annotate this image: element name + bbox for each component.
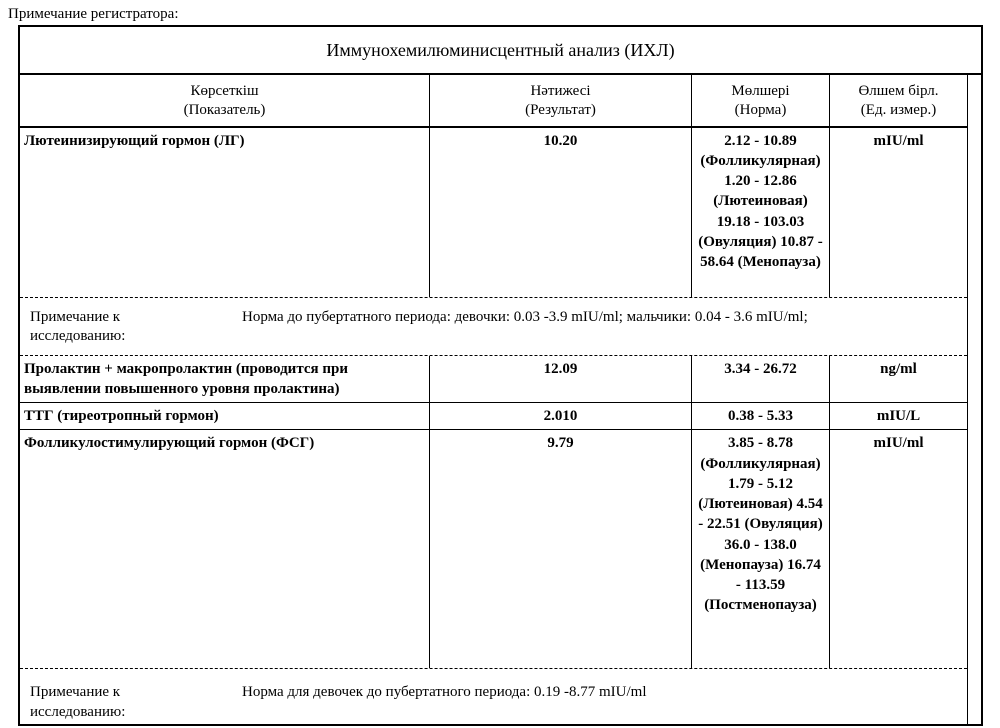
table-body xyxy=(20,75,968,726)
table-row xyxy=(20,128,967,297)
registrar-note-label: Примечание регистратора: xyxy=(8,6,179,22)
table-row xyxy=(20,356,967,404)
row-indicator: Пролактин + макропролактин (проводится при выявлении повышенного уровня пролактина) xyxy=(20,356,430,403)
column-header-norm xyxy=(692,75,830,126)
column-header-result-kk: Нәтижесі xyxy=(530,83,591,99)
row-indicator: Лютеинизирующий гормон (ЛГ) xyxy=(20,128,430,297)
row-unit: mIU/ml xyxy=(873,435,924,452)
lab-report-table xyxy=(18,25,983,726)
note-label-text: Примечание к исследованию: xyxy=(30,308,126,344)
column-header-norm-ru: (Норма) xyxy=(734,101,787,118)
column-header-result xyxy=(430,75,692,126)
row-norm: 3.34 - 26.72 xyxy=(692,356,830,403)
column-header-unit-ru: (Ед. измер.) xyxy=(860,101,937,118)
table-header-row xyxy=(20,75,967,128)
column-header-indicator-kk: Көрсеткіш xyxy=(190,83,259,99)
note-row xyxy=(20,297,967,356)
table-row xyxy=(20,430,967,668)
row-unit: mIU/ml xyxy=(873,132,924,149)
row-norm: 0.38 - 5.33 xyxy=(692,403,830,429)
column-header-unit xyxy=(830,75,967,126)
note-label xyxy=(20,683,242,722)
note-row xyxy=(20,668,967,726)
column-header-indicator xyxy=(20,75,430,126)
row-result: 10.20 xyxy=(430,128,692,297)
row-norm: 3.85 - 8.78 (Фолликулярная) 1.79 - 5.12 (Лютеиновая) 4.54 - 22.51 (Овуляция) 36.0 - 138.0 (Менопауза) 16.74 - 113.59 (Постменопауза) xyxy=(692,430,830,668)
column-header-result-ru: (Результат) xyxy=(525,101,596,118)
note-text: Норма для девочек до пубертатного периода: 0.19 -8.77 mIU/ml xyxy=(242,684,647,701)
row-indicator: Фолликулостимулирующий гормон (ФСГ) xyxy=(20,430,430,668)
table-title: Иммунохемилюминисцентный анализ (ИХЛ) xyxy=(20,27,981,75)
row-unit: mIU/L xyxy=(876,408,921,424)
row-result: 2.010 xyxy=(430,403,692,429)
row-norm: 2.12 - 10.89 (Фолликулярная) 1.20 - 12.86 (Лютеиновая) 19.18 - 103.03 (Овуляция) 10.87 - 58.64 (Менопауза) xyxy=(692,128,830,297)
column-header-unit-kk: Өлшем бірл. xyxy=(858,83,939,99)
table-row xyxy=(20,403,967,430)
row-indicator: ТТГ (тиреотропный гормон) xyxy=(20,403,430,429)
row-unit: ng/ml xyxy=(880,360,917,377)
column-header-norm-kk: Мөлшері xyxy=(731,83,790,99)
row-result: 9.79 xyxy=(430,430,692,668)
note-label xyxy=(20,308,242,347)
note-text: Норма до пубертатного периода: девочки: 0.03 -3.9 mIU/ml; мальчики: 0.04 - 3.6 mIU/ml; xyxy=(242,308,808,325)
row-result: 12.09 xyxy=(430,356,692,403)
column-header-indicator-ru: (Показатель) xyxy=(183,101,266,118)
note-label-text: Примечание к исследованию: xyxy=(30,684,126,720)
